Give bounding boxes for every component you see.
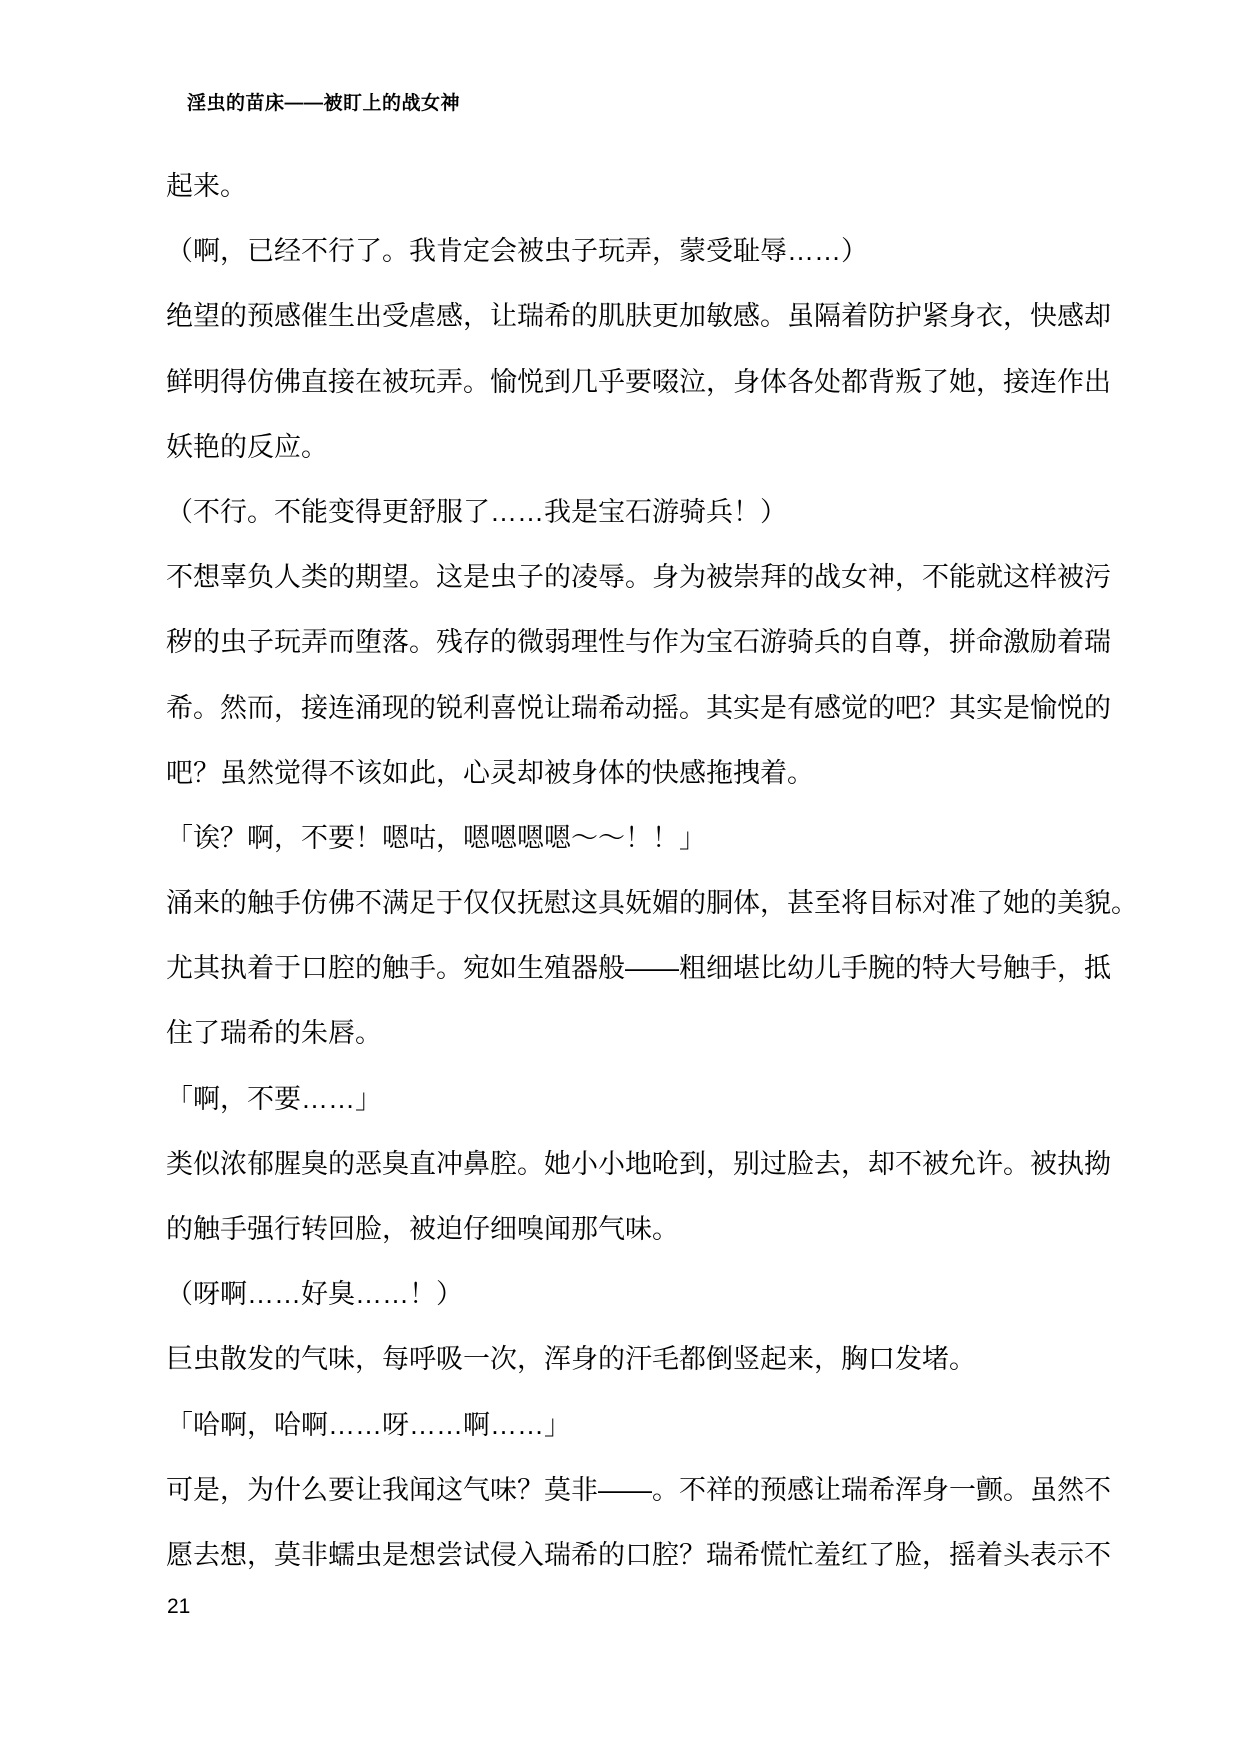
page-number: 21 <box>167 1595 191 1618</box>
text-line: 巨虫散发的气味，每呼吸一次，浑身的汗毛都倒竖起来，胸口发堵。 <box>166 1344 976 1375</box>
text-line: （呀啊……好臭……！） <box>166 1279 463 1310</box>
text-line: 尤其执着于口腔的触手。宛如生殖器般——粗细堪比幼儿手腕的特大号触手，抵 <box>166 953 1111 984</box>
text-line: 绝望的预感催生出受虐感，让瑞希的肌肤更加敏感。虽隔着防护紧身衣，快感却 <box>166 301 1111 332</box>
text-line: 希。然而，接连涌现的锐利喜悦让瑞希动摇。其实是有感觉的吧？其实是愉悦的 <box>166 692 1111 723</box>
text-line: 「啊，不要……」 <box>166 1083 382 1114</box>
text-line: 起来。 <box>166 171 247 201</box>
text-line: 的触手强行转回脸，被迫仔细嗅闻那气味。 <box>166 1214 679 1244</box>
text-line: 可是，为什么要让我闻这气味？莫非——。不祥的预感让瑞希浑身一颤。虽然不 <box>166 1474 1111 1505</box>
text-line: 愿去想，莫非蠕虫是想尝试侵入瑞希的口腔？瑞希慌忙羞红了脸，摇着头表示不 <box>166 1539 1111 1570</box>
document-header-title: 淫虫的苗床——被盯上的战女神 <box>187 93 461 114</box>
text-line: 吧？虽然觉得不该如此，心灵却被身体的快感拖拽着。 <box>166 757 814 788</box>
text-line: 鲜明得仿佛直接在被玩弄。愉悦到几乎要啜泣，身体各处都背叛了她，接连作出 <box>166 366 1111 397</box>
text-line: 「哈啊，哈啊……呀……啊……」 <box>166 1409 571 1440</box>
text-line: 类似浓郁腥臭的恶臭直冲鼻腔。她小小地呛到，别过脸去，却不被允许。被执拗 <box>166 1148 1111 1179</box>
text-line: 秽的虫子玩弄而堕落。残存的微弱理性与作为宝石游骑兵的自尊，拼命激励着瑞 <box>166 627 1111 658</box>
text-line: 不想辜负人类的期望。这是虫子的凌辱。身为被崇拜的战女神，不能就这样被污 <box>166 562 1111 593</box>
body-text <box>166 154 1138 1588</box>
text-line: 妖艳的反应。 <box>166 431 328 462</box>
text-line: 住了瑞希的朱唇。 <box>166 1018 382 1049</box>
text-line: 「诶？啊，不要！嗯咕，嗯嗯嗯嗯～～！！」 <box>166 822 706 853</box>
text-line: （不行。不能变得更舒服了……我是宝石游骑兵！） <box>166 496 787 527</box>
text-line: （啊，已经不行了。我肯定会被虫子玩弄，蒙受耻辱……） <box>166 236 868 267</box>
text-line: 涌来的触手仿佛不满足于仅仅抚慰这具妩媚的胴体，甚至将目标对准了她的美貌。 <box>166 888 1138 919</box>
